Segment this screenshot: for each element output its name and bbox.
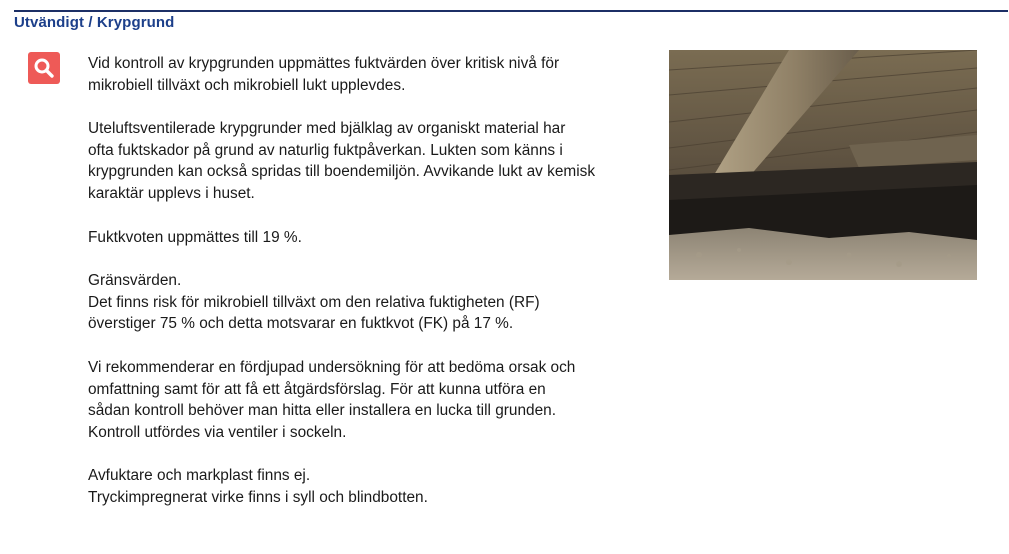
section-title: Utvändigt / Krypgrund [14, 14, 175, 31]
magnifier-icon [28, 52, 60, 84]
paragraph-recommendation: Vi rekommenderar en fördjupad undersökning för att bedöma orsak och omfattning samt för att få ett åtgärdsförslag. För att kunna utföra en sådan kontroll behöver man hitta eller installera en lucka till grunden. Kontroll utfördes via ventiler i sockeln. [88, 358, 576, 441]
paragraph-finding: Vid kontroll av krypgrunden uppmättes fuktvärden över kritisk nivå för mikrobiell tillväxt och mikrobiell lukt upplevdes. [88, 55, 560, 94]
section-body [88, 53, 658, 509]
paragraph-limit-values: Gränsvärden. Det finns risk för mikrobiell tillväxt om den relativa fuktigheten (RF) överstiger 75 % och detta motsvarar en fuktkvot (FK) på 17 %. [88, 272, 540, 333]
magnifier-glyph [33, 57, 55, 79]
paragraph-background: Uteluftsventilerade krypgrunder med bjälklag av organiskt material har ofta fuktskador på grund av naturlig fuktpåverkan. Lukten som känns i krypgrunden kan också spridas till boendemiljön. Avvikande lukt av kemisk karaktär upplevs i huset. [88, 120, 596, 202]
paragraph-moisture-ratio: Fuktkvoten uppmättes till 19 %. [88, 228, 302, 246]
section-header [14, 10, 1008, 38]
crawlspace-photo [669, 50, 977, 280]
paragraph-notes: Avfuktare och markplast finns ej. Tryckimpregnerat virke finns i syll och blindbotten. [88, 467, 428, 506]
